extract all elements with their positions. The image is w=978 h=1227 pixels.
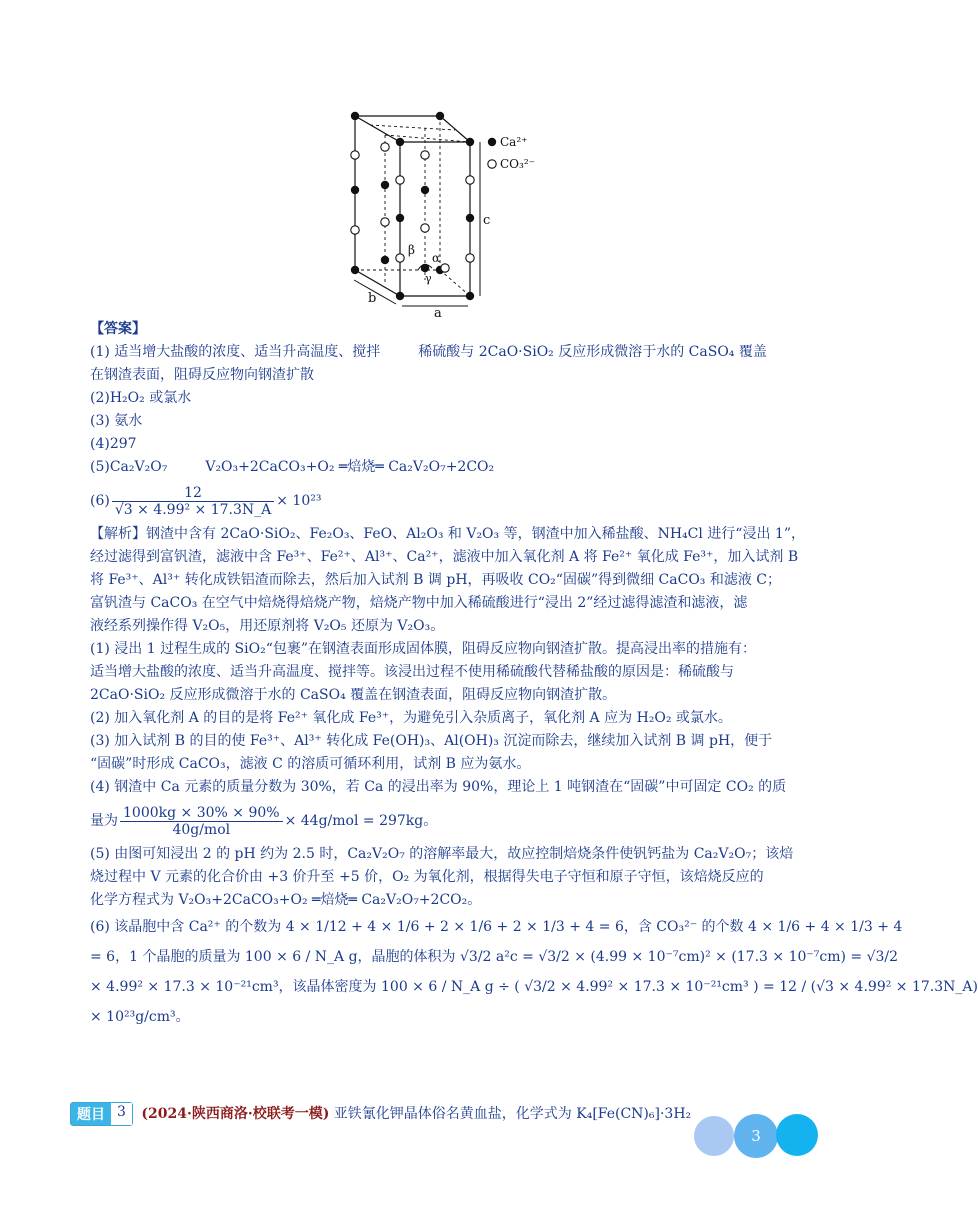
page-number: 3 (734, 1114, 778, 1158)
analysis-line: 2CaO·SiO₂ 反应形成微溶于水的 CaSO₄ 覆盖在钢渣表面，阻碍反应物向钢渣扩散。 (90, 687, 617, 703)
analysis-line: × 4.99² × 17.3 × 10⁻²¹cm³，该晶体密度为 100 × 6 / N_A g ÷ ( √3/2 × 4.99² × 17.3 × 10⁻²¹cm³ ) = 12 / (√3 × 4.99² × 17.3N_A) (90, 979, 978, 995)
analysis-line: “固碳”时形成 CaCO₃，滤液 C 的溶质可循环利用，试剂 B 应为氨水。 (90, 756, 531, 772)
analysis-line: 【解析】钢渣中含有 2CaO·SiO₂、Fe₂O₃、FeO、Al₂O₃ 和 V₂O₃ 等，钢渣中加入稀盐酸、NH₄Cl 进行“浸出 1”， (90, 526, 805, 542)
analysis-line: 经过滤得到富钒渣，滤液中含 Fe³⁺、Fe²⁺、Al³⁺、Ca²⁺，滤液中加入氧化剂 A 将 Fe²⁺ 氧化成 Fe³⁺，加入试剂 B (90, 549, 799, 565)
question-source: (2024·陕西商洛·校联考一模) (141, 1106, 330, 1122)
analysis-line: 适当增大盐酸的浓度、适当升高温度、搅拌等。该浸出过程不使用稀硫酸代替稀盐酸的原因是：稀硫酸与 (90, 664, 734, 680)
analysis-line: × 10²³g/cm³。 (90, 1009, 190, 1025)
svg-text:α: α (432, 251, 441, 265)
answer-line-3: (2)H₂O₂ 或氯水 (90, 390, 192, 406)
answer-line-6: (5)Ca₂V₂O₇ V₂O₃+2CaCO₃+O₂ ═焙烧═ Ca₂V₂O₇+2CO₂ (90, 459, 495, 475)
analysis-line: (2) 加入氧化剂 A 的目的是将 Fe²⁺ 氧化成 Fe³⁺，为避免引入杂质离子，氧化剂 A 应为 H₂O₂ 或氯水。 (90, 710, 732, 726)
next-question (70, 1102, 730, 1126)
analysis-line: 液经系列操作得 V₂O₅，用还原剂将 V₂O₅ 还原为 V₂O₃。 (90, 618, 445, 634)
svg-text:β: β (408, 243, 415, 257)
question-number-badge[interactable]: 题目 3 (70, 1102, 133, 1126)
svg-text:a: a (434, 306, 442, 321)
solution-content (90, 318, 978, 1032)
svg-text:b: b (368, 291, 377, 306)
legend-ca-marker (488, 138, 496, 146)
analysis-line: (3) 加入试剂 B 的目的使 Fe³⁺、Al³⁺ 转化成 Fe(OH)₃、Al(OH)₃ 沉淀而除去，继续加入试剂 B 调 pH，便于 (90, 733, 773, 749)
answer-line-7: (6) $\frac{12}{\text{√3 × 4.99² × 17.3N\_A}}$ × 10²³ (90, 484, 322, 518)
analysis-line: = 6，1 个晶胞的质量为 100 × 6 / N_A g，晶胞的体积为 √3/2 a²c = √3/2 × (4.99 × 10⁻⁷cm)² × (17.3 × 10⁻⁷cm) = √3/2 (90, 949, 899, 965)
analysis-line: 烧过程中 V 元素的化合价由 +3 价升至 +5 价，O₂ 为氧化剂，根据得失电子守恒和原子守恒，该焙烧反应的 (90, 869, 764, 885)
analysis-line: (5) 由图可知浸出 2 的 pH 约为 2.5 时，Ca₂V₂O₇ 的溶解率最大，故应控制焙烧条件使钒钙盐为 Ca₂V₂O₇；该焙 (90, 846, 794, 862)
mass-fraction: $\frac{1000kg \times 30\% \times 90\%}{\text{40g/mol}}$ (120, 805, 283, 838)
page-decoration-circle (694, 1116, 734, 1156)
unit-cell-svg (330, 100, 560, 320)
answer-section (90, 318, 800, 523)
analysis-line: 富钒渣与 CaCO₃ 在空气中焙烧得焙烧产物，焙烧产物中加入稀硫酸进行“浸出 2”经过滤得滤渣和滤液，滤 (90, 595, 748, 611)
crystal-cell-diagram (330, 100, 560, 320)
analysis-section (90, 523, 978, 1032)
analysis-line: 将 Fe³⁺、Al³⁺ 转化成铁铝渣而除去，然后加入试剂 B 调 pH，再吸收 CO₂“固碳”得到微细 CaCO₃ 和滤液 C； (90, 572, 782, 588)
legend-co3-marker (488, 160, 496, 168)
analysis-line: 化学方程式为 V₂O₃+2CaCO₃+O₂ ═焙烧═ Ca₂V₂O₇+2CO₂。 (90, 892, 482, 908)
answer-heading: 【答案】 (90, 321, 146, 337)
answer-line-4: (3) 氨水 (90, 413, 143, 429)
svg-text:γ: γ (425, 272, 432, 285)
page-decoration-circle (776, 1114, 818, 1156)
answer-fraction: $\frac{12}{\text{√3 × 4.99² × 17.3N\_A}}$ (112, 485, 274, 518)
svg-text:c: c (483, 213, 491, 228)
legend-ca-label: Ca²⁺ (500, 135, 528, 149)
answer-line-1: (1) 适当增大盐酸的浓度、适当升高温度、搅拌 稀硫酸与 2CaO·SiO₂ 反应形成微溶于水的 CaSO₄ 覆盖 (90, 344, 767, 360)
analysis-item-6 (90, 912, 978, 1032)
legend-co3-label: CO₃²⁻ (500, 157, 535, 171)
analysis-line: 量为 $\frac{1000kg \times 30\% \times 90\%}{\text{40g/mol}}$ × 44g/mol = 297kg。 (90, 804, 438, 838)
answer-line-5: (4)297 (90, 436, 137, 452)
analysis-line: (4) 钢渣中 Ca 元素的质量分数为 30%，若 Ca 的浸出率为 90%，理论上 1 吨钢渣在“固碳”中可固定 CO₂ 的质 (90, 779, 787, 795)
analysis-line: (1) 浸出 1 过程生成的 SiO₂“包裹”在钢渣表面形成固体膜，阻碍反应物向钢渣扩散。提高浸出率的措施有： (90, 641, 757, 657)
question-text: 亚铁氰化钾晶体俗名黄血盐，化学式为 K₄[Fe(CN)₆]·3H₂ (333, 1106, 692, 1122)
analysis-line: (6) 该晶胞中含 Ca²⁺ 的个数为 4 × 1/12 + 4 × 1/6 + 2 × 1/6 + 2 × 1/3 + 4 = 6，含 CO₃²⁻ 的个数 4 × 1/6 + 4 × 1/3 + 4 (90, 919, 903, 935)
answer-line-2: 在钢渣表面，阻碍反应物向钢渣扩散 (90, 367, 314, 383)
